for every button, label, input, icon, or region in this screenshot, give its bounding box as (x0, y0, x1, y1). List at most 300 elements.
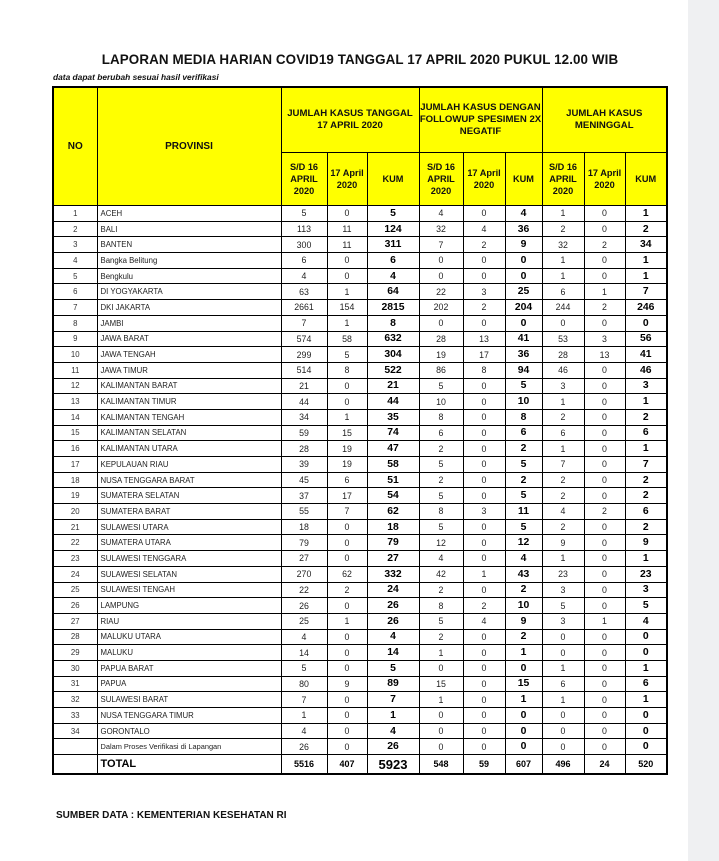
row-number: 25 (53, 582, 97, 598)
kum-recovered-cell: 11 (505, 504, 542, 520)
apr17-cases-cell: 9 (327, 676, 367, 692)
apr17-recovered-cell: 2 (463, 237, 505, 253)
kum-deaths-cell: 246 (625, 300, 667, 316)
sd16-cases-cell: 300 (281, 237, 327, 253)
apr17-cases-cell: 0 (327, 206, 367, 222)
row-number: 17 (53, 457, 97, 473)
row-number: 32 (53, 692, 97, 708)
kum-recovered-cell: 15 (505, 676, 542, 692)
kum-cases-cell: 74 (367, 425, 419, 441)
total-apr17-deaths-cell: 24 (584, 755, 625, 775)
apr17-deaths-cell: 1 (584, 613, 625, 629)
apr17-recovered-cell: 0 (463, 645, 505, 661)
kum-deaths-cell: 1 (625, 660, 667, 676)
row-number: 29 (53, 645, 97, 661)
sd16-cases-cell: 55 (281, 504, 327, 520)
apr17-recovered-cell: 0 (463, 723, 505, 739)
kum-deaths-cell: 56 (625, 331, 667, 347)
kum-deaths-cell: 0 (625, 739, 667, 755)
row-number: 26 (53, 598, 97, 614)
sd16-deaths-cell: 9 (542, 535, 584, 551)
apr17-deaths-cell: 2 (584, 237, 625, 253)
sd16-cases-cell: 59 (281, 425, 327, 441)
sd16-deaths-cell: 1 (542, 441, 584, 457)
kum-recovered-cell: 2 (505, 441, 542, 457)
sd16-recovered-cell: 0 (419, 315, 463, 331)
sd16-deaths-cell: 2 (542, 488, 584, 504)
table-row (53, 425, 667, 441)
kum-recovered-cell: 2 (505, 472, 542, 488)
apr17-deaths-cell: 0 (584, 394, 625, 410)
sd16-deaths-cell: 1 (542, 660, 584, 676)
kum-deaths-cell: 1 (625, 692, 667, 708)
kum-deaths-cell: 0 (625, 645, 667, 661)
kum-cases-cell: 5 (367, 206, 419, 222)
header-17april: 17 April 2020 (584, 153, 625, 206)
sd16-cases-cell: 4 (281, 629, 327, 645)
total-apr17-cases-cell: 407 (327, 755, 367, 775)
sd16-cases-cell: 4 (281, 723, 327, 739)
apr17-cases-cell: 0 (327, 551, 367, 567)
kum-recovered-cell: 25 (505, 284, 542, 300)
kum-cases-cell: 24 (367, 582, 419, 598)
kum-recovered-cell: 94 (505, 362, 542, 378)
sd16-deaths-cell: 3 (542, 613, 584, 629)
kum-recovered-cell: 0 (505, 708, 542, 724)
province-name: MALUKU (97, 645, 281, 661)
sd16-deaths-cell: 0 (542, 739, 584, 755)
apr17-recovered-cell: 0 (463, 660, 505, 676)
apr17-cases-cell: 1 (327, 613, 367, 629)
table-row (53, 551, 667, 567)
kum-cases-cell: 18 (367, 519, 419, 535)
apr17-cases-cell: 58 (327, 331, 367, 347)
apr17-deaths-cell: 0 (584, 488, 625, 504)
kum-deaths-cell: 1 (625, 394, 667, 410)
province-name: SUMATERA BARAT (97, 504, 281, 520)
table-row (53, 362, 667, 378)
covid-case-table (52, 86, 668, 775)
kum-recovered-cell: 5 (505, 488, 542, 504)
kum-deaths-cell: 2 (625, 409, 667, 425)
province-name: JAWA TIMUR (97, 362, 281, 378)
table-row (53, 708, 667, 724)
row-number: 8 (53, 315, 97, 331)
apr17-deaths-cell: 0 (584, 268, 625, 284)
sd16-recovered-cell: 2 (419, 629, 463, 645)
apr17-recovered-cell: 0 (463, 253, 505, 269)
apr17-cases-cell: 0 (327, 535, 367, 551)
sd16-recovered-cell: 6 (419, 425, 463, 441)
table-row (53, 613, 667, 629)
sd16-recovered-cell: 2 (419, 582, 463, 598)
sd16-cases-cell: 18 (281, 519, 327, 535)
kum-recovered-cell: 0 (505, 660, 542, 676)
table-row (53, 723, 667, 739)
province-name: MALUKU UTARA (97, 629, 281, 645)
header-17april: 17 April 2020 (327, 153, 367, 206)
apr17-deaths-cell: 0 (584, 660, 625, 676)
apr17-cases-cell: 0 (327, 723, 367, 739)
row-number: 4 (53, 253, 97, 269)
apr17-cases-cell: 8 (327, 362, 367, 378)
kum-recovered-cell: 9 (505, 613, 542, 629)
total-label: TOTAL (97, 755, 281, 775)
sd16-cases-cell: 26 (281, 739, 327, 755)
apr17-recovered-cell: 13 (463, 331, 505, 347)
kum-cases-cell: 79 (367, 535, 419, 551)
sd16-recovered-cell: 15 (419, 676, 463, 692)
sd16-recovered-cell: 12 (419, 535, 463, 551)
apr17-cases-cell: 62 (327, 566, 367, 582)
kum-cases-cell: 14 (367, 645, 419, 661)
apr17-recovered-cell: 0 (463, 425, 505, 441)
report-title: LAPORAN MEDIA HARIAN COVID19 TANGGAL 17 APRIL 2020 PUKUL 12.00 WIB (101, 52, 619, 67)
kum-cases-cell: 26 (367, 598, 419, 614)
kum-deaths-cell: 41 (625, 347, 667, 363)
apr17-cases-cell: 0 (327, 394, 367, 410)
row-number: 20 (53, 504, 97, 520)
kum-cases-cell: 332 (367, 566, 419, 582)
sd16-recovered-cell: 0 (419, 253, 463, 269)
apr17-deaths-cell: 0 (584, 206, 625, 222)
apr17-recovered-cell: 0 (463, 551, 505, 567)
sd16-recovered-cell: 28 (419, 331, 463, 347)
sd16-deaths-cell: 28 (542, 347, 584, 363)
apr17-deaths-cell: 3 (584, 331, 625, 347)
province-name: SULAWESI BARAT (97, 692, 281, 708)
kum-cases-cell: 8 (367, 315, 419, 331)
header-sd16: S/D 16 APRIL 2020 (542, 153, 584, 206)
kum-deaths-cell: 3 (625, 582, 667, 598)
sd16-deaths-cell: 3 (542, 378, 584, 394)
kum-deaths-cell: 2 (625, 472, 667, 488)
apr17-recovered-cell: 0 (463, 315, 505, 331)
sd16-deaths-cell: 1 (542, 268, 584, 284)
apr17-deaths-cell: 0 (584, 551, 625, 567)
apr17-deaths-cell: 0 (584, 457, 625, 473)
province-name: SULAWESI TENGGARA (97, 551, 281, 567)
province-name: KEPULAUAN RIAU (97, 457, 281, 473)
kum-deaths-cell: 0 (625, 629, 667, 645)
apr17-deaths-cell: 0 (584, 739, 625, 755)
sd16-cases-cell: 28 (281, 441, 327, 457)
kum-deaths-cell: 0 (625, 723, 667, 739)
apr17-cases-cell: 0 (327, 692, 367, 708)
province-name: NUSA TENGGARA BARAT (97, 472, 281, 488)
row-number: 1 (53, 206, 97, 222)
apr17-recovered-cell: 0 (463, 519, 505, 535)
sd16-cases-cell: 45 (281, 472, 327, 488)
apr17-deaths-cell: 0 (584, 472, 625, 488)
apr17-recovered-cell: 0 (463, 708, 505, 724)
sd16-recovered-cell: 0 (419, 268, 463, 284)
sd16-deaths-cell: 0 (542, 315, 584, 331)
total-sd16-recovered-cell: 548 (419, 755, 463, 775)
apr17-deaths-cell: 0 (584, 535, 625, 551)
apr17-recovered-cell: 0 (463, 692, 505, 708)
report-disclaimer: data dapat berubah sesuai hasil verifikasi (53, 72, 219, 82)
sd16-deaths-cell: 46 (542, 362, 584, 378)
sd16-deaths-cell: 6 (542, 284, 584, 300)
sd16-cases-cell: 22 (281, 582, 327, 598)
header-kum: KUM (367, 153, 419, 206)
apr17-cases-cell: 19 (327, 457, 367, 473)
sd16-cases-cell: 37 (281, 488, 327, 504)
row-number: 11 (53, 362, 97, 378)
table-row (53, 598, 667, 614)
province-name: Bangka Belitung (97, 253, 281, 269)
table-row (53, 582, 667, 598)
apr17-deaths-cell: 1 (584, 284, 625, 300)
apr17-cases-cell: 19 (327, 441, 367, 457)
province-name: BALI (97, 221, 281, 237)
row-number: 9 (53, 331, 97, 347)
kum-deaths-cell: 0 (625, 315, 667, 331)
kum-deaths-cell: 1 (625, 268, 667, 284)
apr17-recovered-cell: 4 (463, 613, 505, 629)
province-name: JAWA TENGAH (97, 347, 281, 363)
apr17-recovered-cell: 0 (463, 378, 505, 394)
apr17-deaths-cell: 0 (584, 723, 625, 739)
sd16-cases-cell: 7 (281, 692, 327, 708)
sd16-recovered-cell: 0 (419, 723, 463, 739)
kum-deaths-cell: 7 (625, 457, 667, 473)
apr17-deaths-cell: 0 (584, 409, 625, 425)
sd16-deaths-cell: 1 (542, 551, 584, 567)
apr17-recovered-cell: 17 (463, 347, 505, 363)
apr17-deaths-cell: 0 (584, 221, 625, 237)
sd16-deaths-cell: 4 (542, 504, 584, 520)
kum-deaths-cell: 23 (625, 566, 667, 582)
sd16-deaths-cell: 1 (542, 206, 584, 222)
kum-recovered-cell: 2 (505, 582, 542, 598)
apr17-recovered-cell: 0 (463, 629, 505, 645)
kum-recovered-cell: 2 (505, 629, 542, 645)
total-row (53, 755, 667, 775)
sd16-deaths-cell: 7 (542, 457, 584, 473)
table-row (53, 315, 667, 331)
apr17-cases-cell: 0 (327, 598, 367, 614)
province-name: SULAWESI SELATAN (97, 566, 281, 582)
row-number: 15 (53, 425, 97, 441)
apr17-deaths-cell: 0 (584, 708, 625, 724)
sd16-cases-cell: 7 (281, 315, 327, 331)
apr17-recovered-cell: 8 (463, 362, 505, 378)
kum-deaths-cell: 4 (625, 613, 667, 629)
kum-recovered-cell: 0 (505, 723, 542, 739)
sd16-recovered-cell: 0 (419, 708, 463, 724)
header-group-total-cases: JUMLAH KASUS TANGGAL 17 APRIL 2020 (281, 87, 419, 153)
row-number: 33 (53, 708, 97, 724)
kum-recovered-cell: 4 (505, 551, 542, 567)
apr17-cases-cell: 6 (327, 472, 367, 488)
sd16-deaths-cell: 32 (542, 237, 584, 253)
kum-recovered-cell: 12 (505, 535, 542, 551)
row-number: 7 (53, 300, 97, 316)
apr17-cases-cell: 1 (327, 315, 367, 331)
kum-cases-cell: 7 (367, 692, 419, 708)
row-number: 34 (53, 723, 97, 739)
row-number: 3 (53, 237, 97, 253)
sd16-recovered-cell: 8 (419, 598, 463, 614)
table-row (53, 347, 667, 363)
province-name: PAPUA (97, 676, 281, 692)
table-row (53, 221, 667, 237)
sd16-cases-cell: 5 (281, 660, 327, 676)
data-source-note: SUMBER DATA : KEMENTERIAN KESEHATAN RI (56, 810, 287, 821)
table-row (53, 692, 667, 708)
row-number: 13 (53, 394, 97, 410)
province-name: Bengkulu (97, 268, 281, 284)
apr17-deaths-cell: 2 (584, 300, 625, 316)
header-group-recovered: JUMLAH KASUS DENGAN FOLLOWUP SPESIMEN 2X NEGATIF (419, 87, 542, 153)
table-row (53, 253, 667, 269)
row-number: 21 (53, 519, 97, 535)
apr17-cases-cell: 0 (327, 519, 367, 535)
sd16-deaths-cell: 2 (542, 472, 584, 488)
header-17april: 17 April 2020 (463, 153, 505, 206)
province-name: KALIMANTAN SELATAN (97, 425, 281, 441)
sd16-deaths-cell: 0 (542, 708, 584, 724)
kum-cases-cell: 62 (367, 504, 419, 520)
header-provinsi: PROVINSI (97, 87, 281, 206)
table-row (53, 331, 667, 347)
kum-recovered-cell: 36 (505, 221, 542, 237)
sd16-cases-cell: 2661 (281, 300, 327, 316)
apr17-cases-cell: 0 (327, 268, 367, 284)
table-row (53, 519, 667, 535)
kum-recovered-cell: 5 (505, 457, 542, 473)
kum-deaths-cell: 1 (625, 206, 667, 222)
apr17-cases-cell: 0 (327, 660, 367, 676)
apr17-cases-cell: 1 (327, 409, 367, 425)
sd16-recovered-cell: 5 (419, 378, 463, 394)
apr17-deaths-cell: 0 (584, 676, 625, 692)
sd16-recovered-cell: 4 (419, 551, 463, 567)
kum-deaths-cell: 6 (625, 676, 667, 692)
row-number: 19 (53, 488, 97, 504)
apr17-deaths-cell: 0 (584, 425, 625, 441)
kum-cases-cell: 4 (367, 723, 419, 739)
apr17-cases-cell: 0 (327, 645, 367, 661)
sd16-deaths-cell: 2 (542, 519, 584, 535)
table-row (53, 566, 667, 582)
viewer-side-margin (688, 0, 719, 861)
province-name: DKI JAKARTA (97, 300, 281, 316)
province-name: KALIMANTAN UTARA (97, 441, 281, 457)
kum-recovered-cell: 1 (505, 692, 542, 708)
table-row (53, 629, 667, 645)
kum-cases-cell: 26 (367, 613, 419, 629)
apr17-recovered-cell: 3 (463, 504, 505, 520)
apr17-cases-cell: 11 (327, 237, 367, 253)
kum-deaths-cell: 1 (625, 441, 667, 457)
sd16-cases-cell: 21 (281, 378, 327, 394)
kum-cases-cell: 311 (367, 237, 419, 253)
row-number: 5 (53, 268, 97, 284)
header-sd16: S/D 16 APRIL 2020 (281, 153, 327, 206)
sd16-cases-cell: 6 (281, 253, 327, 269)
row-number: 6 (53, 284, 97, 300)
row-number: 23 (53, 551, 97, 567)
sd16-deaths-cell: 0 (542, 645, 584, 661)
sd16-cases-cell: 63 (281, 284, 327, 300)
kum-recovered-cell: 36 (505, 347, 542, 363)
header-group-deaths: JUMLAH KASUS MENINGGAL (542, 87, 667, 153)
total-kum-cases-cell: 5923 (367, 755, 419, 775)
table-row (53, 206, 667, 222)
kum-cases-cell: 27 (367, 551, 419, 567)
kum-cases-cell: 35 (367, 409, 419, 425)
kum-cases-cell: 304 (367, 347, 419, 363)
kum-recovered-cell: 41 (505, 331, 542, 347)
kum-recovered-cell: 0 (505, 268, 542, 284)
sd16-cases-cell: 80 (281, 676, 327, 692)
sd16-deaths-cell: 6 (542, 425, 584, 441)
table-row (53, 504, 667, 520)
sd16-recovered-cell: 86 (419, 362, 463, 378)
row-number: 28 (53, 629, 97, 645)
province-name: KALIMANTAN TIMUR (97, 394, 281, 410)
sd16-cases-cell: 1 (281, 708, 327, 724)
kum-deaths-cell: 46 (625, 362, 667, 378)
sd16-recovered-cell: 2 (419, 441, 463, 457)
table-row (53, 488, 667, 504)
kum-cases-cell: 124 (367, 221, 419, 237)
sd16-recovered-cell: 42 (419, 566, 463, 582)
table-row (53, 535, 667, 551)
apr17-deaths-cell: 2 (584, 504, 625, 520)
province-name: JAWA BARAT (97, 331, 281, 347)
sd16-cases-cell: 574 (281, 331, 327, 347)
province-name: RIAU (97, 613, 281, 629)
apr17-recovered-cell: 0 (463, 488, 505, 504)
apr17-cases-cell: 11 (327, 221, 367, 237)
province-name: SUMATERA SELATAN (97, 488, 281, 504)
kum-deaths-cell: 9 (625, 535, 667, 551)
kum-cases-cell: 4 (367, 629, 419, 645)
kum-cases-cell: 21 (367, 378, 419, 394)
apr17-recovered-cell: 4 (463, 221, 505, 237)
apr17-cases-cell: 0 (327, 378, 367, 394)
sd16-recovered-cell: 8 (419, 504, 463, 520)
kum-recovered-cell: 0 (505, 739, 542, 755)
apr17-recovered-cell: 0 (463, 206, 505, 222)
apr17-deaths-cell: 0 (584, 629, 625, 645)
sd16-deaths-cell: 0 (542, 629, 584, 645)
sd16-cases-cell: 4 (281, 268, 327, 284)
kum-cases-cell: 632 (367, 331, 419, 347)
sd16-cases-cell: 44 (281, 394, 327, 410)
province-name: Dalam Proses Verifikasi di Lapangan (97, 739, 281, 755)
kum-cases-cell: 44 (367, 394, 419, 410)
table-body (53, 206, 667, 775)
kum-cases-cell: 58 (367, 457, 419, 473)
province-name: PAPUA BARAT (97, 660, 281, 676)
row-number: 22 (53, 535, 97, 551)
apr17-recovered-cell: 0 (463, 535, 505, 551)
apr17-recovered-cell: 2 (463, 300, 505, 316)
sd16-recovered-cell: 1 (419, 692, 463, 708)
row-number: 27 (53, 613, 97, 629)
header-no: NO (53, 87, 97, 206)
apr17-deaths-cell: 0 (584, 582, 625, 598)
sd16-cases-cell: 39 (281, 457, 327, 473)
kum-deaths-cell: 34 (625, 237, 667, 253)
apr17-cases-cell: 0 (327, 739, 367, 755)
kum-deaths-cell: 1 (625, 551, 667, 567)
